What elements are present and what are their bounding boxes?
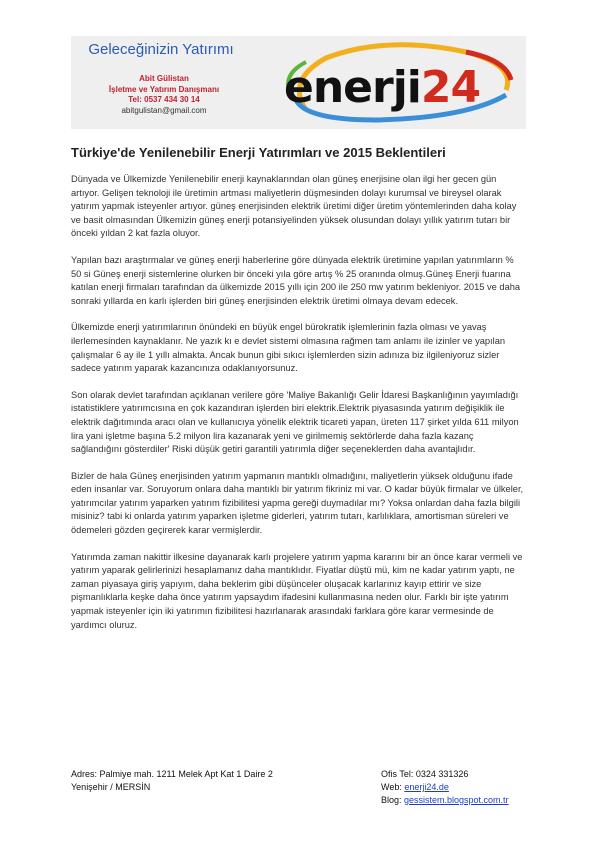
banner-slogan: Geleceğinizin Yatırımı — [88, 41, 234, 58]
paragraph: Yapılan bazı araştırmalar ve güneş enerji haberlerine göre dünyada elektrik üretimine yapılan yatırımların % 50 si Güneş enerji sistemlerine olurken bir önceki yıla göre artış % 25 oranında olmuş.Güneş Enerji fuarına katılan enerji firmaları tarafından da ülkemizde 2015 yıllı için 200 ile 250 mw yatırım bekleniyor. 2015 ve daha sonraki yıllarda en karlı işlerden biri güneş enerjisinden elektrik üretimi olmaya devam edecek. — [71, 254, 521, 306]
logo-number: 24 — [420, 62, 481, 113]
paragraph: Ülkemizde enerji yatırımlarının önündeki en büyük engel bürokratik işlemlerinin fazla olması ve yavaş ilerlemesinden kaynaklanır. Ne yazık kı e devlet sistemi olmasına rağmen tam anlamı ile izinler ve yapılan çalışmalar 6 ay ile 1 yıllı almakta. Ancak bunun gibi sıkıcı işlemlerden sizin adınıza biz ilgileniyoruz sizler sadece yatırım yaparak kazancınıza odaklanıyorsunuz. — [71, 322, 506, 374]
header-banner — [71, 36, 526, 129]
address-line-2: Yenişehir / MERSİN — [71, 782, 151, 792]
article-body — [71, 173, 526, 645]
paragraph: Son olarak devlet tarafından açıklanan verilere göre 'Maliye Bakanlığı Gelir İdaresi Başkanlığının yayımladığı istatistiklere yatırımcısına en çok kazandıran işlerden biri elektrik.Elektrik piyasasında yatırım değişiklik ile elektrik dağıtımında aracı olan ve kullanıcıya yönelik elektrik ticareti yapan, üreten 117 şirket yılda 611 milyon lira yani işletme başına 5.2 milyon lira kazanarak yeni ve girilmemiş sektörlerde daha fazla kazanç sağlandığını gösterdiler' Riski düşük getiri garantili yatırımla diğer seçeneklerden daha avantajlıdır. — [71, 389, 519, 455]
web-link[interactable]: enerji24.de — [404, 782, 449, 792]
paragraph: Yatırımda zaman nakittir ilkesine dayanarak karlı projelere yatırım yapma kararını bir an önce karar vermeli ve yatırım yaparak gelirlerinizi hesaplamanız daha mantıklıdır. Fiyatlar düştü mü, kim ne kadar yatırım yaptı, ne zaman piyasaya giriş yapıyım, daha beklerim gibi düşünceler oluşacak karlarınız kayıp ettirir ve size pişmanlıklarla keşke daha önce yatırım yapsaydım ifadesini kullanmasına neden olur. Farklı bir işte yatırım yapmak isteyenler için iki yatırımın fizibilitesi hazırlanarak arasındaki farklara göre karar vermesinde de yardımcı oluruz. — [71, 551, 523, 630]
banner-contact-block — [71, 36, 251, 129]
contact-role: İşletme ve Yatırım Danışmanı — [108, 84, 220, 94]
contact-name: Abit Gülistan — [139, 74, 189, 83]
footer-contact — [381, 768, 509, 807]
enerji24-logo — [266, 40, 521, 126]
blog-label: Blog: — [381, 795, 405, 805]
blog-link[interactable]: gessistem.blogspot.com.tr — [404, 795, 509, 805]
contact-email: abitgulistan@gmail.com — [121, 105, 207, 115]
contact-phone: Tel: 0537 434 30 14 — [128, 95, 200, 104]
web-line — [381, 781, 509, 794]
article-title: Türkiye'de Yenilenebilir Enerji Yatırımları ve 2015 Beklentileri — [71, 145, 446, 160]
footer-address — [71, 768, 273, 794]
logo-word: enerji — [284, 62, 421, 113]
office-phone: Ofis Tel: 0324 331326 — [381, 769, 469, 779]
paragraph: Dünyada ve Ülkemizde Yenilenebilir enerji kaynaklarından olan güneş enerjisine olan ilgi her gecen gün artıyor. Gelişen teknoloji ile üretimin artması maliyetlerin düşmesinden dolayı kurumsal ve bireysel olarak yatırım yapmak isteyenler artıyor. güneş enerjisinden elektrik üretimi diğer üretim yöntemlerinden daha kolay ve basit olmasından Ülkemizin güneş enerji potansiyelinden yüksek olusundan dolayı yıllık yatırım tutarı bir önceki yıldan 2 kat fazla oluyor. — [71, 174, 517, 239]
logo-text — [284, 62, 480, 113]
banner-contact — [89, 74, 239, 116]
paragraph: Bizler de hala Güneş enerjisinden yatırım yapmanın mantıklı olmadığını, maliyetlerin yüksek olduğunu ifade eden insanlar var. Soruyorum onlara daha mantıklı bir yatırım fikriniz mi var. O kadar büyük firmalar ve ülkeler, yatırımcılar yatırım yaparken yatırım fizibilitesi yapma gereği duymadılar mı? Yoksa onlardan daha fazla bilgili misiniz? tabi ki onlarda yatırım yaparken işletme giderleri, yatırım tutarı, karlılıklara, amortisman süreleri ve ödemeleri gözden geçirerek karar vermişlerdir. — [71, 470, 524, 536]
address-line-1: Adres: Palmiye mah. 1211 Melek Apt Kat 1 Daire 2 — [71, 769, 273, 779]
web-label: Web: — [381, 782, 405, 792]
blog-line — [381, 794, 509, 807]
